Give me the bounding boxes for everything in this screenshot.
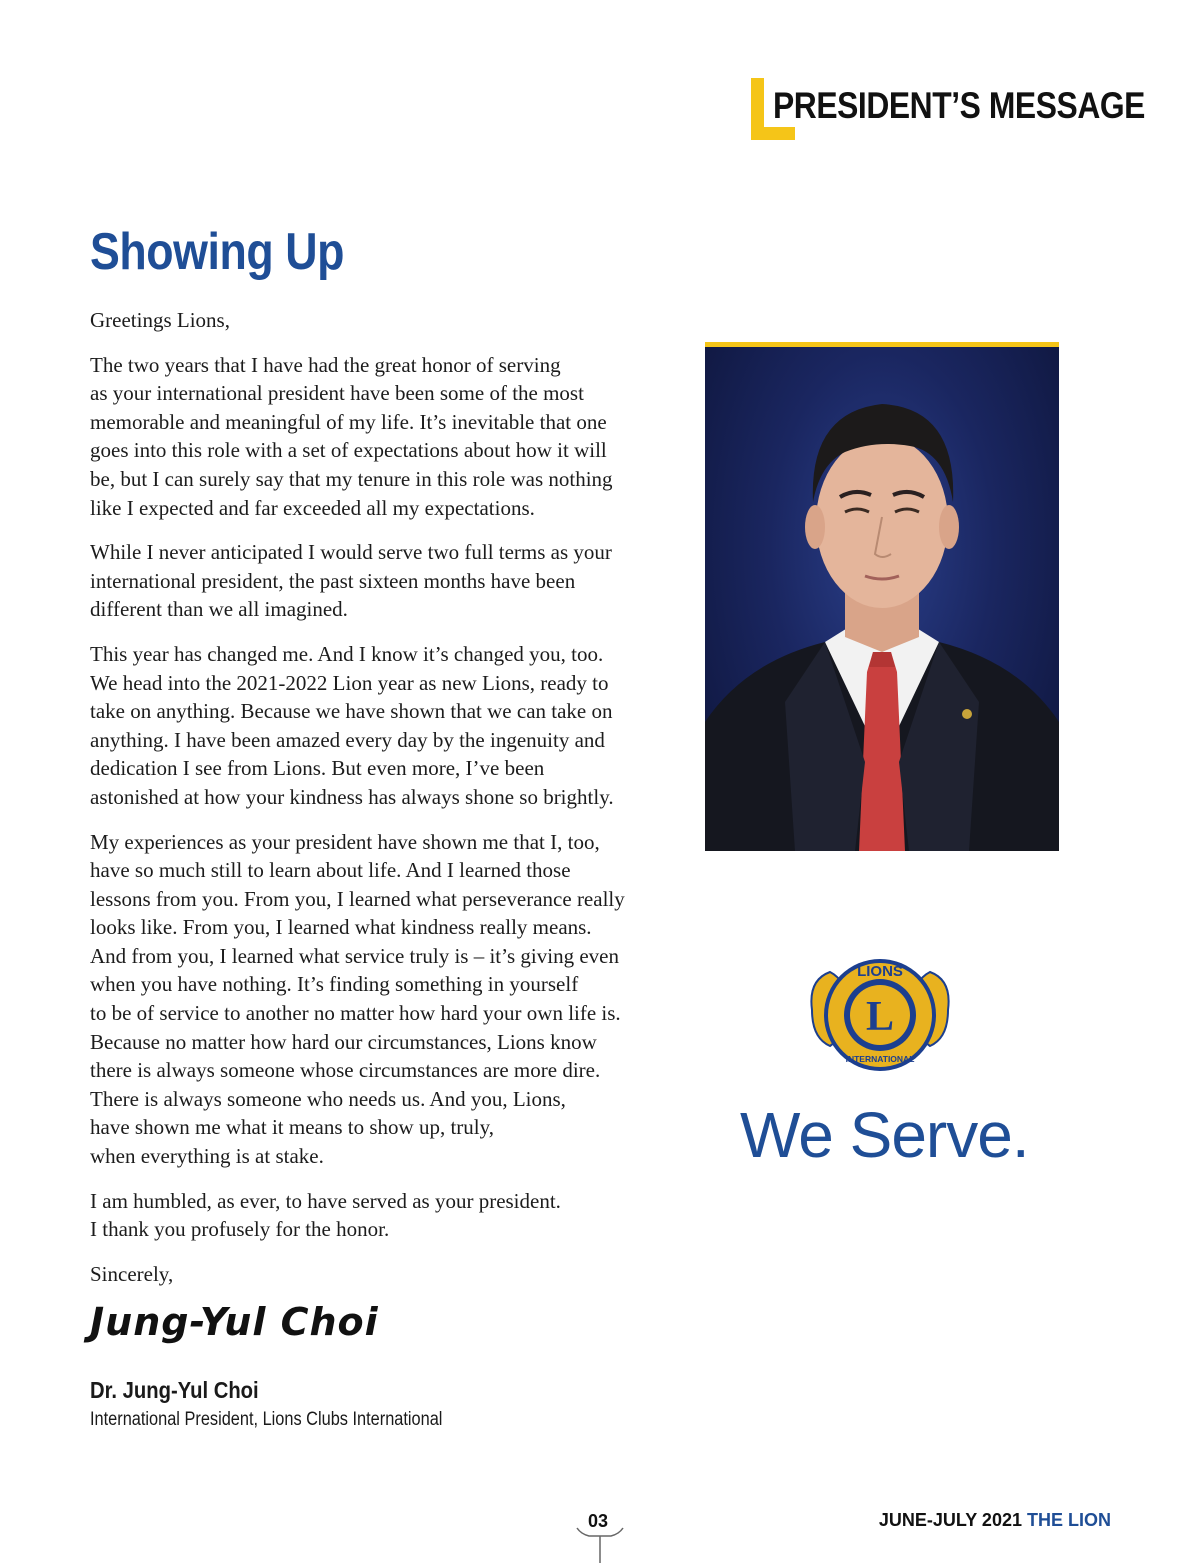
body-line: dedication I see from Lions. But even more, I’ve been <box>90 756 545 781</box>
body-line: This year has changed me. And I know it’s changed you, too. <box>90 641 604 666</box>
signer-name: Dr. Jung-Yul Choi <box>90 1377 259 1403</box>
paragraph-1 <box>90 351 670 523</box>
body-line: While I never anticipated I would serve two full terms as your <box>90 540 612 565</box>
body-line: I am humbled, as ever, to have served as your president. <box>90 1188 561 1213</box>
body-line: different than we all imagined. <box>90 597 348 622</box>
logo-bottom-text: INTERNATIONAL <box>845 1054 915 1064</box>
magazine-name: THE LION <box>1027 1510 1111 1530</box>
body-line: Because no matter how hard our circumstances, Lions know <box>90 1029 597 1054</box>
body-line: international president, the past sixteen months have been <box>90 568 576 593</box>
logo-letter: L <box>865 994 895 1040</box>
section-header <box>751 78 1145 140</box>
body-line: as your international president have been some of the most <box>90 381 584 406</box>
body-line: memorable and meaningful of my life. It’s inevitable that one <box>90 409 607 434</box>
body-line: to be of service to another no matter how hard your own life is. <box>90 1001 621 1026</box>
body-line: be, but I can surely say that my tenure in this role was nothing <box>90 466 613 491</box>
issue-date: JUNE-JULY 2021 <box>878 1510 1022 1530</box>
body-line: My experiences as your president have shown me that I, too, <box>90 829 600 854</box>
body-line: We head into the 2021-2022 Lion year as new Lions, ready to <box>90 670 609 695</box>
paragraph-3 <box>90 640 670 812</box>
footer-issue <box>879 1510 1111 1531</box>
body-line: take on anything. Because we have shown that we can take on <box>90 699 613 724</box>
paragraph-2 <box>90 538 670 624</box>
body-line: The two years that I have had the great honor of serving <box>90 352 561 377</box>
paragraph-5 <box>90 1187 670 1244</box>
body-line: when you have nothing. It’s finding something in yourself <box>90 972 579 997</box>
portrait-top-rule <box>705 342 1059 347</box>
body-line: looks like. From you, I learned what kindness really means. <box>90 915 592 940</box>
body-line: anything. I have been amazed every day by the ingenuity and <box>90 727 605 752</box>
body-line: when everything is at stake. <box>90 1144 324 1169</box>
page-marker-icon <box>575 1526 625 1563</box>
we-serve-tagline: We Serve. <box>740 1099 1029 1171</box>
closing-line: Sincerely, <box>90 1261 174 1286</box>
paragraph-4 <box>90 828 670 1171</box>
greeting <box>90 306 670 335</box>
body-line: there is always someone whose circumstances are more dire. <box>90 1058 601 1083</box>
section-title: PRESIDENT’S MESSAGE <box>773 85 1145 126</box>
body-line: astonished at how your kindness has always shone so brightly. <box>90 784 614 809</box>
body-line: And from you, I learned what service truly is – it’s giving even <box>90 943 619 968</box>
president-portrait <box>705 342 1059 851</box>
header-bracket-horizontal <box>751 127 795 140</box>
body-line: goes into this role with a set of expectations about how it will <box>90 438 607 463</box>
body-line: There is always someone who needs us. And you, Lions, <box>90 1086 566 1111</box>
page-number: 03 <box>588 1511 609 1531</box>
body-line: like I expected and far exceeded all my expectations. <box>90 495 535 520</box>
body-line: have so much still to learn about life. And I learned those <box>90 858 571 883</box>
logo-top-text: LIONS <box>857 963 903 980</box>
body-line: have shown me what it means to show up, truly, <box>90 1115 494 1140</box>
handwritten-signature: Jung-Yul Choi <box>90 1300 379 1344</box>
signer-title: International President, Lions Clubs International <box>90 1409 443 1430</box>
portrait-illustration <box>705 342 1059 851</box>
lions-international-logo <box>808 950 952 1080</box>
body-line: I thank you profusely for the honor. <box>90 1217 390 1242</box>
article-body <box>90 306 670 1304</box>
closing <box>90 1260 670 1289</box>
body-line: lessons from you. From you, I learned what perseverance really <box>90 886 625 911</box>
greeting-line: Greetings Lions, <box>90 308 230 332</box>
article-title: Showing Up <box>90 223 345 281</box>
